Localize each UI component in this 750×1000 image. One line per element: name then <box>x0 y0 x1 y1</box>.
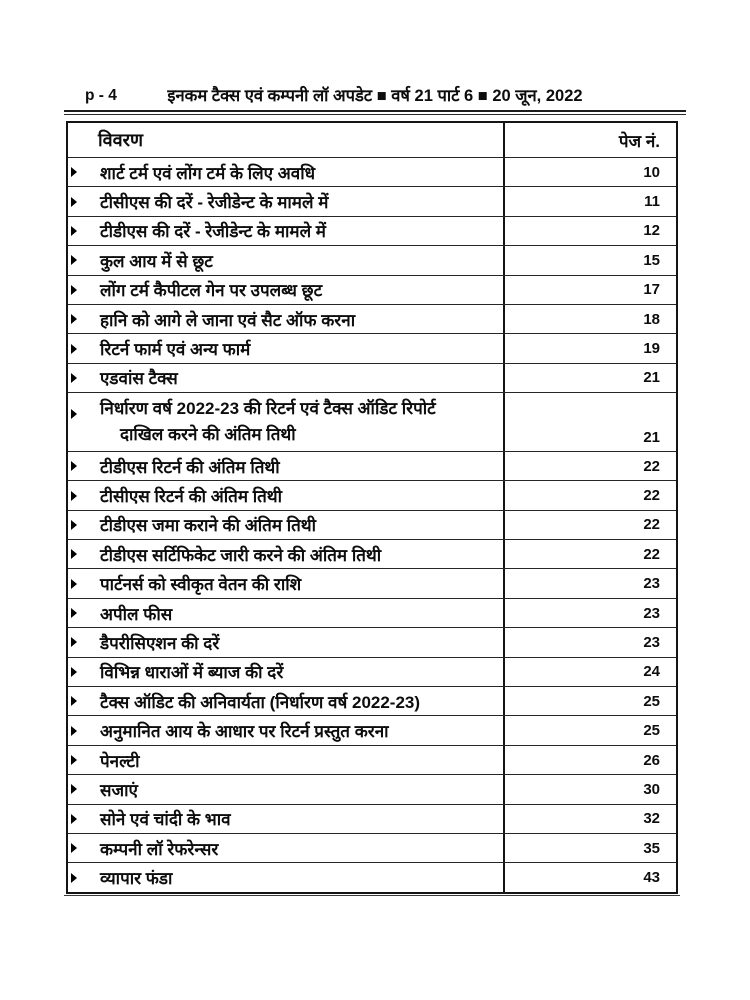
row-description: कुल आय में से छूट <box>100 251 213 271</box>
table-row <box>68 833 676 862</box>
row-description: रिटर्न फार्म एवं अन्य फार्म <box>100 340 251 360</box>
triangle-bullet-icon <box>71 667 77 677</box>
triangle-bullet-icon <box>71 167 77 177</box>
row-page-number: 15 <box>643 251 660 269</box>
table-row <box>68 657 676 686</box>
table-row <box>68 157 676 186</box>
triangle-bullet-icon <box>71 226 77 236</box>
table-row <box>68 715 676 744</box>
row-description: हानि को आगे ले जाना एवं सैट ऑफ करना <box>100 310 356 330</box>
table-row <box>68 862 676 891</box>
row-description: टीडीएस रिटर्न की अंतिम तिथी <box>100 457 280 477</box>
table-row <box>68 774 676 803</box>
row-description: डैपरीसिएशन की दरें <box>100 633 220 653</box>
triangle-bullet-icon <box>71 461 77 471</box>
row-description: शार्ट टर्म एवं लोंग टर्म के लिए अवधि <box>100 163 316 183</box>
table-row <box>68 363 676 392</box>
triangle-bullet-icon <box>71 814 77 824</box>
table-row <box>68 568 676 597</box>
row-description: लोंग टर्म कैपीटल गेन पर उपलब्ध छूट <box>100 281 323 301</box>
row-page-number: 12 <box>643 222 660 240</box>
row-description: पार्टनर्स को स्वीकृत वेतन की राशि <box>100 575 302 595</box>
row-page-number: 35 <box>643 839 660 857</box>
row-description: पेनल्टी <box>100 751 140 771</box>
row-page-number: 32 <box>643 810 660 828</box>
row-description: विभिन्न धाराओं में ब्याज की दरें <box>100 663 284 683</box>
table-row <box>68 275 676 304</box>
table-row <box>68 304 676 333</box>
row-page-number: 21 <box>643 369 660 387</box>
row-description: सजाएं <box>100 780 138 800</box>
triangle-bullet-icon <box>71 520 77 530</box>
triangle-bullet-icon <box>71 784 77 794</box>
contents-table <box>66 121 678 894</box>
row-page-number: 23 <box>643 633 660 651</box>
table-row <box>68 627 676 656</box>
table-row <box>68 392 676 451</box>
page-header <box>65 84 685 108</box>
triangle-bullet-icon <box>71 579 77 589</box>
column-header-page-no: पेज नं. <box>618 131 660 151</box>
table-row <box>68 451 676 480</box>
row-description: निर्धारण वर्ष 2022-23 की रिटर्न एवं टैक्स ऑडिट रिपोर्ट <box>100 399 436 419</box>
table-row <box>68 804 676 833</box>
row-page-number: 25 <box>643 722 660 740</box>
row-description: अपील फीस <box>100 604 173 624</box>
row-description: सोने एवं चांदी के भाव <box>100 810 231 830</box>
row-description: टीडीएस सर्टिफिकेट जारी करने की अंतिम तिथी <box>100 545 382 565</box>
row-page-number: 26 <box>643 751 660 769</box>
triangle-bullet-icon <box>71 344 77 354</box>
row-description-line2: दाखिल करने की अंतिम तिथी <box>120 425 296 445</box>
triangle-bullet-icon <box>71 637 77 647</box>
row-description: टैक्स ऑडिट की अनिवार्यता (निर्धारण वर्ष 2022-23) <box>100 692 421 712</box>
triangle-bullet-icon <box>71 409 77 419</box>
triangle-bullet-icon <box>71 285 77 295</box>
table-row <box>68 480 676 509</box>
triangle-bullet-icon <box>71 873 77 883</box>
table-row <box>68 539 676 568</box>
row-description: एडवांस टैक्स <box>100 369 178 389</box>
row-page-number: 18 <box>643 310 660 328</box>
triangle-bullet-icon <box>71 843 77 853</box>
table-row <box>68 186 676 215</box>
triangle-bullet-icon <box>71 491 77 501</box>
page-number-label: p - 4 <box>85 87 117 104</box>
table-row <box>68 245 676 274</box>
table-row <box>68 333 676 362</box>
row-page-number: 22 <box>643 457 660 475</box>
table-header-row <box>68 123 676 157</box>
row-page-number: 22 <box>643 516 660 534</box>
triangle-bullet-icon <box>71 314 77 324</box>
triangle-bullet-icon <box>71 197 77 207</box>
row-description: टीसीएस रिटर्न की अंतिम तिथी <box>100 487 283 506</box>
triangle-bullet-icon <box>71 549 77 559</box>
row-page-number: 30 <box>643 780 660 798</box>
row-description: टीडीएस जमा कराने की अंतिम तिथी <box>100 516 317 536</box>
triangle-bullet-icon <box>71 755 77 765</box>
row-page-number: 19 <box>643 340 660 358</box>
row-description: कम्पनी लॉ रेफरेन्सर <box>100 839 219 859</box>
row-page-number: 10 <box>643 163 660 181</box>
row-page-number: 43 <box>643 869 660 887</box>
table-bottom-rule <box>64 895 680 896</box>
table-row <box>68 216 676 245</box>
row-description: टीसीएस की दरें - रेजीडेन्ट के मामले में <box>100 193 329 213</box>
row-page-number: 17 <box>643 281 660 299</box>
row-page-number: 25 <box>643 692 660 710</box>
row-page-number: 11 <box>644 193 660 211</box>
row-page-number: 22 <box>643 487 660 504</box>
triangle-bullet-icon <box>71 608 77 618</box>
column-header-description: विवरण <box>68 123 505 157</box>
triangle-bullet-icon <box>71 373 77 383</box>
publication-title: इनकम टैक्स एवं कम्पनी लॉ अपडेट ■ वर्ष 21 पार्ट 6 ■ 20 जून, 2022 <box>167 87 583 105</box>
row-description: व्यापार फंडा <box>100 869 173 889</box>
table-row <box>68 686 676 715</box>
table-row <box>68 598 676 627</box>
triangle-bullet-icon <box>71 726 77 736</box>
row-page-number: 23 <box>643 604 660 622</box>
table-row <box>68 745 676 774</box>
triangle-bullet-icon <box>71 255 77 265</box>
row-page-number: 22 <box>643 545 660 563</box>
row-page-number: 21 <box>643 428 660 446</box>
header-divider-rule <box>64 110 686 115</box>
row-description: अनुमानित आय के आधार पर रिटर्न प्रस्तुत करना <box>100 722 389 742</box>
row-description: टीडीएस की दरें - रेजीडेन्ट के मामले में <box>100 222 326 242</box>
row-page-number: 23 <box>643 575 660 593</box>
triangle-bullet-icon <box>71 696 77 706</box>
table-row <box>68 510 676 539</box>
row-page-number: 24 <box>643 663 660 681</box>
